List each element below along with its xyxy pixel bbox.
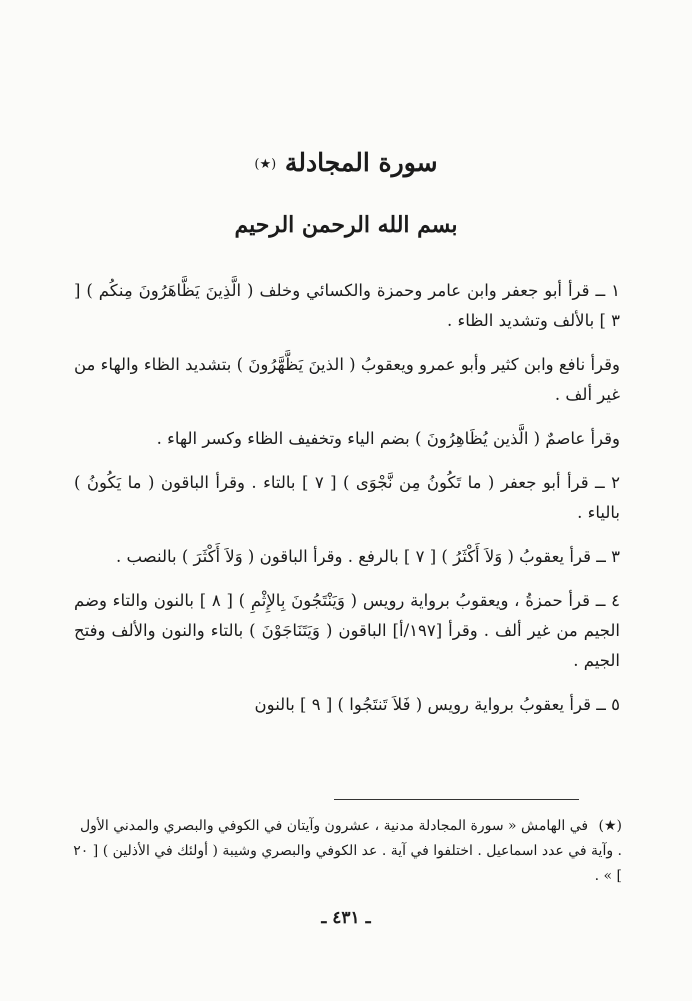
paragraph-4: ٢ ــ قرأ أبو جعفر ( ما تَكُونُ مِن نَّجْوَى ) [ ٧ ] بالتاء . وقرأ الباقون ( ما يَكُونُ ) بالياء . bbox=[74, 473, 620, 522]
page-number: ـ ٤٣١ ـ bbox=[321, 908, 371, 928]
footnote-divider bbox=[334, 799, 579, 800]
footnote-marker: (★) bbox=[598, 818, 622, 834]
footnote bbox=[72, 814, 622, 889]
basmala-heading: بسم الله الرحمن الرحيم bbox=[234, 212, 458, 238]
paragraph-7: ٥ ــ قرأ يعقوبُ برواية رويس ( فَلاَ تَنتَجُوا ) [ ٩ ] بالنون bbox=[254, 695, 620, 714]
paragraph-1: ١ ــ قرأ أبو جعفر وابن عامر وحمزة والكسائي وخلف ( الَّذِينَ يَظَّاهَرُونَ مِنكُم ) [ ٣ ] بالألف وتشديد الظاء . bbox=[74, 281, 620, 330]
paragraph-3: وقرأ عاصمٌ ( الَّذين يُظَاهِرُونَ ) بضم الياء وتخفيف الظاء وكسر الهاء . bbox=[156, 429, 620, 448]
title-footnote-marker: (★) bbox=[254, 157, 277, 172]
surah-title bbox=[0, 148, 692, 177]
surah-title-text: سورة المجادلة bbox=[284, 148, 438, 177]
paragraph-5: ٣ ــ قرأ يعقوبُ ( وَلاَ أَكْثَرُ ) [ ٧ ] بالرفع . وقرأ الباقون ( وَلاَ أَكْثَرَ ) بالنصب . bbox=[115, 547, 620, 566]
paragraph-6: ٤ ــ قرأ حمزةُ ، ويعقوبُ برواية رويس ( وَيَنْتَجُونَ بِالإِثْمِ ) [ ٨ ] بالنون والتاء وضم الجيم من غير ألف . وقرأ [١٩٧/أ] الباقون ( وَيَتَنَاجَوْنَ ) بالتاء والنون والألف وفتح الجيم . bbox=[74, 591, 620, 670]
paragraph-2: وقرأ نافع وابن كثير وأبو عمرو ويعقوبُ ( الذينَ يَظَّهَّرُونَ ) بتشديد الظاء والهاء من غير ألف . bbox=[74, 355, 620, 404]
main-text bbox=[74, 276, 620, 734]
footnote-text: في الهامش « سورة المجادلة مدنية ، عشرون وآيتان في الكوفي والبصري والمدني الأول . وآية في عدد اسماعيل . اختلفوا في آية . عد الكوفي والبصري وشيبة ( أولئك في الأذلين ) [ ٢٠ ] » . bbox=[73, 818, 622, 884]
